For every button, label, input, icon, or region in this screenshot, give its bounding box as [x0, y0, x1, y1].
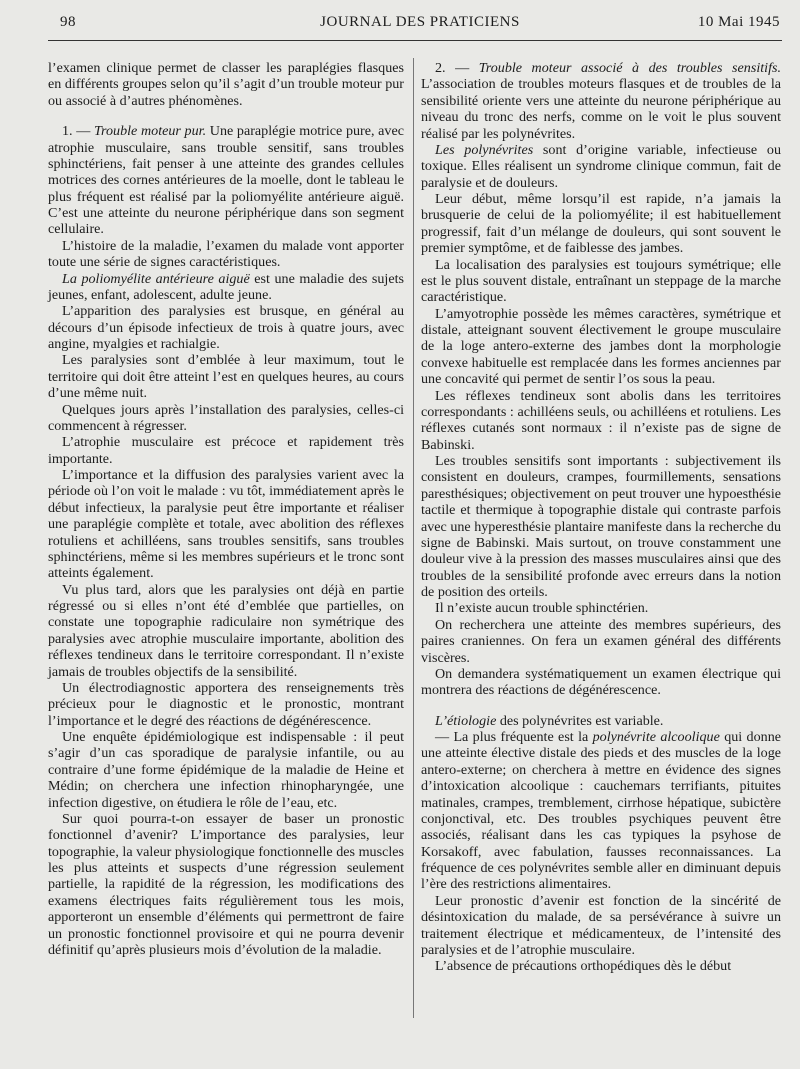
paragraph-text: des polynévrites est variable. [496, 712, 664, 729]
paragraph: On demandera systématiquement un examen électrique qui montrera des réactions de dégénérescence. [421, 665, 781, 699]
term-title: L’étiologie [435, 712, 497, 729]
paragraph-poliomyelite [48, 271, 404, 304]
paragraph: On recherchera une atteinte des membres supérieurs, des paires craniennes. On fera un examen général des différents viscères. [421, 616, 781, 666]
paragraph: L’apparition des paralysies est brusque, en général au décours d’un épisode infectieux de trois à quatre jours, avec angine, myalgies et rachialgie. [48, 303, 404, 352]
section-title: Trouble moteur pur. [93, 123, 207, 140]
paragraph: L’amyotrophie possède les mêmes caractères, symétrique et distale, atteignant souvent électivement le groupe musculaire de la loge antero-externe des jambes dont la morphologie convexe habituelle est remplacée dans les formes anciennes par une concavité qui permet de sentir l’os sous la peau. [421, 305, 781, 388]
paragraph: Quelques jours après l’installation des paralysies, celles-ci commencent à régresser. [48, 401, 404, 434]
page-header [60, 14, 780, 40]
section-title: Trouble moteur associé à des troubles sensitifs. [478, 60, 781, 76]
header-rule [48, 40, 782, 41]
paragraph-text: L’association de troubles moteurs flasques et de troubles de la sensibilité oriente vers une atteinte du neurone périphérique au niveau du tronc des nerfs, comme on le voit le plus souvent réalisé par les polynévrites. [421, 76, 781, 142]
paragraph: L’histoire de la maladie, l’examen du malade vont apporter toute une série de signes caractéristiques. [48, 237, 404, 271]
paragraph-trouble-moteur-associe [421, 60, 781, 142]
paragraph: Il n’existe aucun trouble sphinctérien. [435, 600, 649, 617]
paragraph: Leur pronostic d’avenir est fonction de la sincérité de désintoxication du malade, de sa persévérance à suivre un traitement électrique et médicamenteux, de l’intensité des paralysies et de l’atrophie musculaire. [421, 892, 781, 958]
term-title: Les polynévrites [435, 141, 534, 158]
issue-date: 10 Mai 1945 [697, 14, 780, 30]
paragraph: La localisation des paralysies est toujours symétrique; elle est le plus souvent distale, entraînant un steppage de la marche caractéristique. [421, 256, 781, 306]
left-column [48, 60, 404, 1029]
paragraph-text: Une paraplégie motrice pure, avec atrophie musculaire, sans trouble sensitif, sans troubles sphinctériens, fait penser à une atteinte des grandes cellules motrices des cornes antérieures de la moelle, dont le tableau le plus fréquent est réalisé par la poliomyélite antérieure aiguë. C’est une atteinte du neurone périphérique dans son segment cellulaire. [48, 123, 404, 238]
paragraph: Leur début, même lorsqu’il est rapide, n’a jamais la brusquerie de celui de la poliomyélite; il est habituellement progressif, fait d’un mélange de douleurs, qui sont souvent le premier symptôme, et de faiblesse des jambes. [421, 191, 781, 257]
paragraph: L’importance et la diffusion des paralysies varient avec la période où l’on voit le malade : vu tôt, immédiatement après le début infectieux, la paralysie peut être importante et réaliser une paraplégie complète et totale, avec abolition des réflexes rotuliens et achilléens, sans troubles sensitifs, sans troubles sphinctériens, même si les membres supérieurs et le tronc sont atteints également. [48, 467, 404, 582]
paragraph: Les réflexes tendineux sont abolis dans les territoires correspondants : achilléens seuls, ou achilléens et rotuliens. Les réflexes cutanés sont normaux : il n’existe pas de signe de Babinski. [421, 387, 781, 453]
section-number: 2. — [435, 60, 479, 76]
term-title: La poliomyélite antérieure aiguë [62, 270, 250, 287]
right-column [421, 60, 781, 1029]
page-number: 98 [60, 14, 76, 30]
paragraph: L’absence de précautions orthopédiques dès le début [435, 958, 732, 975]
paragraph-text: qui donne une atteinte élective distale des pieds et des muscles de la loge antero-externe; on cherchera à mettre en évidence des signes d’intoxication alcoolique : cauchemars terrifiants, pituites matinales, crampes, tremblement, cirrhose hépatique, subictère conjonctival, etc. Des troubles psychiques peuvent être associés, réalisant dans les cas typiques la psyhose de Korsakoff, avec fabulation, fausses reconnaissances. La fréquence de ces polynévrites semble aller en diminuant depuis l’ère des restrictions alimentaires. [421, 729, 781, 893]
paragraph-text: est une maladie des sujets jeunes, enfant, adolescent, adulte jeune. [48, 270, 404, 303]
paragraph: Les troubles sensitifs sont importants : subjectivement ils consistent en douleurs, crampes, fourmillements, sensations paresthésiques; objectivement on peut trouver une hypoesthésie tactile et thermique à topographie distale qui contraste parfois avec une hyperesthésie plantaire manifeste dans la recherche du signe de Babinski. Mais surtout, on trouve constamment une douleur vive à la pression des masses musculaires ainsi que des troubles de la sensibilité profonde avec erreurs dans la notion de position des orteils. [421, 453, 781, 600]
term-title: polynévrite alcoolique [592, 729, 720, 745]
journal-title: JOURNAL DES PRATICIENS [320, 14, 520, 30]
paragraph-etiologie [421, 713, 781, 729]
paragraph-polynevrite-alcoolique [421, 729, 781, 893]
paragraph: Sur quoi pourra-t-on essayer de baser un pronostic fonctionnel d’avenir? L’importance des paralysies, leur topographie, la valeur physiologique fonctionnelle des muscles les plus atteints et suspects d’une régression seulement partielle, la rapidité de la régression, les modifications des examens électriques faits régulièrement tous les mois, apporteront un ensemble d’éléments qui permettront de faire un pronostic fonctionnel provisoire et qui ne pourra devenir définitif qu’après plusieurs mois d’évolution de la maladie. [48, 810, 404, 958]
paragraph-polynevrites [421, 142, 781, 191]
paragraph: Un électrodiagnostic apportera des renseignements très précieux pour le diagnostic et le pronostic, montrant l’importance et le degré des réactions de dégénérescence. [48, 679, 404, 729]
paragraph: Les paralysies sont d’emblée à leur maximum, tout le territoire qui doit être atteint l’est en quelques heures, au cours d’une même nuit. [48, 352, 404, 402]
column-divider [413, 58, 414, 1018]
paragraph: Une enquête épidémiologique est indispensable : il peut s’agir d’un cas sporadique de paralysie infantile, ou au contraire d’une forme épidémique de la maladie de Heine et Médin; on cherchera une infection rhinopharyngée, une infection digestive, on étudiera le rôle de l’eau, etc. [48, 729, 404, 811]
paragraph-trouble-moteur-pur [48, 123, 404, 238]
paragraph-text: sont d’origine variable, infectieuse ou toxique. Elles réalisent un syndrome clinique commun, fait de paralysie et de douleurs. [421, 141, 781, 191]
paragraph: l’examen clinique permet de classer les paraplégies flasques en différents groupes selon qu’il s’agit d’un trouble moteur pur ou associé à d’autres phénomènes. [48, 60, 404, 109]
paragraph: Vu plus tard, alors que les paralysies ont déjà en partie régressé ou si elles n’ont été d’emblée que partielles, on constate une topographie radiculaire non symétrique des paralysies avec atrophie musculaire importante, abolition des réflexes tendineux dans le territoire correspondant. Il n’existe jamais de troubles objectifs de la sensibilité. [48, 581, 404, 680]
paragraph: L’atrophie musculaire est précoce et rapidement très importante. [48, 434, 404, 467]
paragraph-text: — La plus fréquente est la [435, 729, 593, 745]
section-number: 1. — [62, 123, 94, 140]
